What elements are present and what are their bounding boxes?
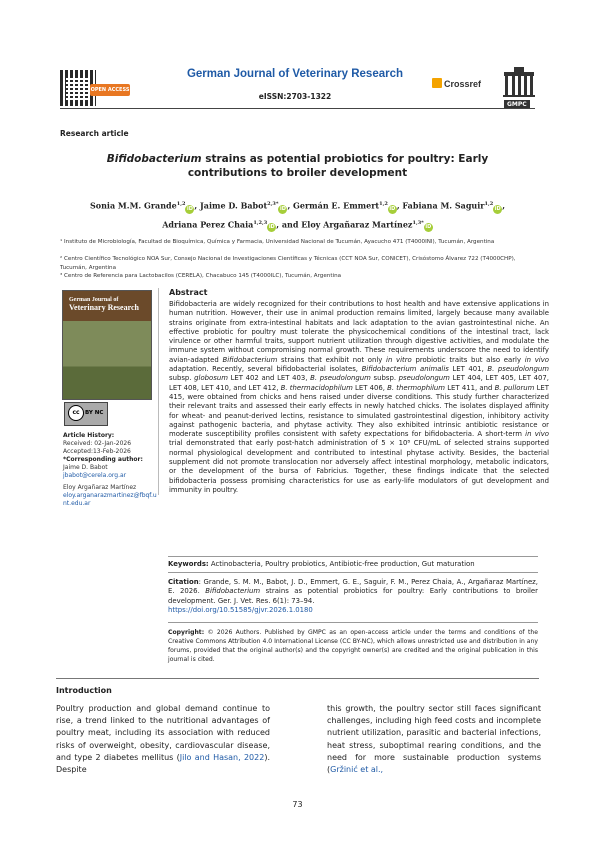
article-title: Bifidobacterium strains as potential probiotics for poultry: Early contributions to broiler development: [106, 153, 489, 179]
orcid-icon[interactable]: iD: [268, 224, 275, 231]
affiliation-2: ² Centro Científico Tecnológico NOA Sur, Consejo Nacional de Investigaciones Científicas y Técnicas (CCT NOA Sur, CONICET), Crisóstomo Álvarez 722 (T4000CHP), Tucumán, Argentina: [60, 256, 516, 271]
page-number: 73: [292, 800, 303, 809]
abstract-text: Bifidobacteria are widely recognized for their contributions to host health and have extensive applications in human nutrition. However, their use in animal production remains limited, largely because many available strains originate from extra-intestinal habitats and lack adaptation to the avian gastrointestinal niche. An effective probiotic for poultry must tolerate the physicochemical conditions of the intestinal tract, lack virulence or other harmful traits, support nutrient utilization through digestive activities, and modulate the immune system without compromising normal growth. These requirements underscore the need to identify avian-adapted Bifidobacterium strains that exhibit not only in vitro probiotic traits but also early in vivo adaptation. Recently, several bifidobacterial isolates, Bifidobacterium animalis LET 401, B. pseudolongum subsp. globosum LET 402 and LET 403, B. pseudolongum subsp. pseudolongum LET 404, LET 405, LET 407, LET 408, LET 410, and LET 412, B. thermacidophilum LET 406, B. thermophilum LET 411, and B. pullorum LET 415, were obtained from chicks and hens raised under diverse conditions. This study further characterized their relevant traits and assessed their early effects in newly hatched chicks. The isolates displayed affinity for wheat- and peanut-derived lectins, resistance to simulated gastrointestinal digestion, inhibitory activity against pathogenic bacteria, and phytase activity. They also exhibited intrinsic antibiotic resistance or moderate susceptibility profiles consistent with safety expectations for bifidobacteria. A short-term in vivo trial demonstrated that early post-hatch administration of 5 × 10⁸ CFU/mL of selected strains supported normal physiological development and contributed to intestinal phytase activity. Besides, the bacterial supplement did not promote translocation nor adversely affect intestinal morphology, metabolic indicators, or the development of the bursa of Fabricius. Together, these findings indicate that the selected bifidobacteria possess promising characteristics for use as early-life modulators of gut development and immunity in poultry.: [169, 300, 549, 494]
author-affiliation-sup: 2,3*: [267, 201, 279, 207]
orcid-icon[interactable]: iD: [494, 205, 501, 212]
author-name: Sonia M.M. Grande: [89, 200, 177, 211]
section-heading-introduction: Introduction: [56, 686, 112, 695]
doi-link[interactable]: https://doi.org/10.51585/gjvr.2026.1.0180: [168, 605, 313, 614]
orcid-icon[interactable]: iD: [389, 205, 396, 212]
article-type: Research article: [60, 129, 129, 138]
author-affiliation-sup: 1,2,3: [253, 219, 268, 226]
citation-divider: [168, 622, 538, 623]
header-divider: [60, 108, 535, 109]
orcid-icon[interactable]: iD: [280, 205, 286, 212]
open-access-badge: OPEN ACCESS: [90, 84, 130, 96]
publisher-logo: GMPC: [504, 100, 530, 109]
author-name: Eloy Argañaraz Martínez: [301, 219, 413, 230]
copyright: Copyright: © 2026 Authors. Published by GMPC as an open-access article under the terms and conditions of the Creative Commons Attribution 4.0 International License (CC BY-NC), which allows unrestricted use and distribution in any forums, provided that the original author(s) and the copyright owner(s) are credited and the original publication in this journal is cited.: [168, 629, 538, 663]
cc-license-badge[interactable]: cc BY NC: [64, 402, 108, 426]
affiliation-3: ³ Centro de Referencia para Lactobacilos (CERELA), Chacabuco 145 (T4000ILC), Tucumán, Argentina: [60, 273, 342, 279]
author-name: Fabiana M. Saguir: [402, 200, 485, 211]
affiliation-1: ¹ Instituto de Microbiología, Facultad de Bioquímica, Química y Farmacia, Universidad Nacional de Tucumán, Ayacucho 471 (T4000INI), Tucumán, Argentina: [60, 239, 495, 245]
email-link-2[interactable]: eloy.arganarazmartinez@fbqf.unt.edu.ar: [63, 492, 157, 507]
author-affiliation-sup: 1,2: [484, 201, 494, 207]
keywords-divider-top: [168, 556, 538, 557]
author-list: Sonia M.M. Grande$^{1,2}$iD , Jaime D. Babot$^{2,3*}$iD , Germán E. Emmert$^{1,2}$iD , Fabiana M. Saguir$^{1,2}$iD , Adriana Perez Chaia$^{1,2,3}$iD , and Eloy Argañaraz Martínez$^{1,3*}$iD: [89, 200, 505, 231]
cc-icon: cc: [68, 405, 84, 421]
orcid-icon[interactable]: iD: [425, 224, 432, 231]
crossref-icon: [432, 78, 442, 88]
intro-divider: [56, 678, 539, 679]
orcid-icon[interactable]: iD: [186, 205, 193, 212]
author-affiliation-sup: 1,3*: [412, 219, 424, 226]
eissn: eISSN:2703-1322: [258, 92, 332, 101]
keywords: Keywords: Actinobacteria, Poultry probiotics, Antibiotic-free production, Gut maturation: [168, 560, 475, 568]
ref-link-jilo[interactable]: Jilo and Hasan, 2022: [179, 752, 265, 762]
citation: Citation: Grande, S. M. M., Babot, J. D., Emmert, G. E., Saguir, F. M., Perez Chaia, A., Argañaraz Martínez, E. 2026. Bifidobacterium strains as potential probiotics for poultry: Early contributions to broiler development. Ger. J. Vet. Res. 6(1): 73–94. https://doi.org/10.51585/gjvr.2026.1.0180: [168, 578, 538, 614]
author-affiliation-sup: 1,2: [379, 201, 388, 207]
intro-column-1: Poultry production and global demand continue to rise, a trend linked to the nutritional advantages of poultry meat, including its association with reduced risks of overweight, obesity, cardiovascular disease, and type 2 diabetes mellitus (Jilo and Hasan, 2022). Despite: [56, 704, 270, 775]
author-affiliation-sup: 1,2: [176, 201, 186, 207]
author-name: Adriana Perez Chaia: [162, 219, 254, 230]
ref-link-grzinic[interactable]: Gržinić et al.,: [330, 765, 384, 775]
journal-cover-image: German Journal of Veterinary Research: [62, 290, 152, 400]
email-link-1[interactable]: jbabot@cerela.org.ar: [63, 472, 127, 479]
brandenburg-gate-icon: [502, 64, 536, 98]
keywords-divider-bottom: [168, 572, 538, 573]
journal-title[interactable]: German Journal of Veterinary Research: [186, 68, 404, 80]
crossref-logo[interactable]: Crossref: [432, 78, 481, 89]
author-name: Germán E. Emmert: [293, 200, 380, 211]
abstract-heading: Abstract: [169, 288, 208, 297]
intro-column-2: this growth, the poultry sector still faces significant challenges, including high feed costs and incomplete nutrient utilization, parasitic and bacterial infections, heat stress, suboptimal rearing conditions, and the need for more sustainable production systems (Gržinić et al.,: [327, 704, 541, 775]
author-name: Jaime D. Babot: [200, 200, 268, 211]
abstract-section: [158, 288, 549, 495]
article-history: Article History: Received: 02-Jan-2026 Accepted:13-Feb-2026 *Corresponding author: Jaime D. Babot jbabot@cerela.org.ar Eloy Argañaraz Martínez eloy.arganarazmartinez@fbqf.unt.edu.ar: [63, 432, 157, 507]
